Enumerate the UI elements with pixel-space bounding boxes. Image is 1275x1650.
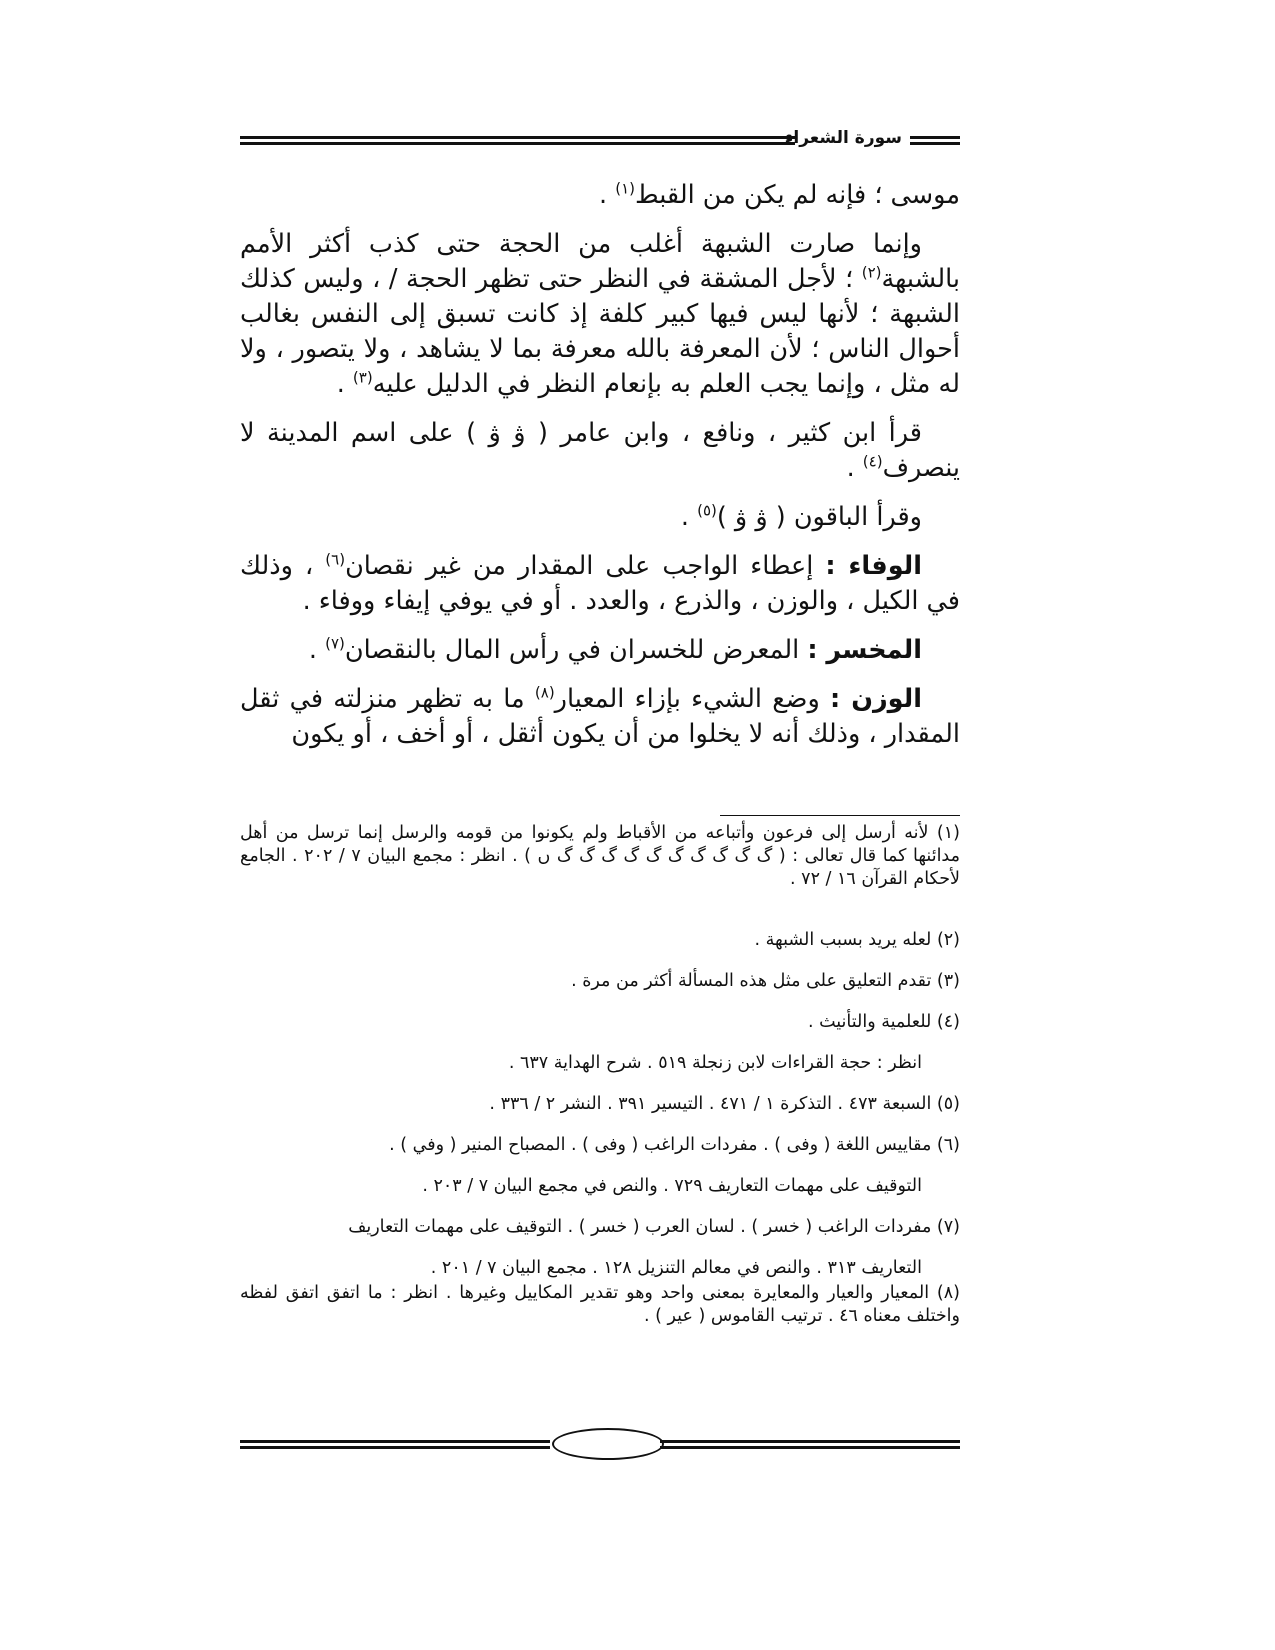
footnote-ref-4: (٤) bbox=[862, 452, 883, 471]
footnote-7: (٧) مفردات الراغب ( خسر ) . لسان العرب ( خسر ) . التوقيف على مهمات التعاريف bbox=[348, 1217, 960, 1237]
page-header bbox=[240, 128, 960, 168]
paragraph-text: وإنما صارت الشبهة أغلب من الحجة حتى كذب أكثر الأمم بالشبهة bbox=[240, 229, 960, 294]
footnote-ref-2: (٢) bbox=[861, 263, 882, 282]
page-number-oval bbox=[552, 1428, 664, 1460]
paragraph-text: المعرض للخسران في رأس المال بالنقصان bbox=[344, 635, 808, 665]
footnote-1: (١) لأنه أرسل إلى فرعون وأتباعه من الأقباط ولم يكونوا من قومه والرسل إنما ترسل من أهل مدائنها كما قال تعالى : ( گ گ گ گ گ گ گ گ گ گ ں ) . انظر : مجمع البيان ٧ / ٢٠٢ . الجامع لأحكام القرآن ١٦ / ٧٢ . bbox=[240, 823, 960, 889]
footnote-ref-8: (٨) bbox=[534, 683, 555, 702]
paragraph-text: موسى ؛ فإنه لم يكن من القبط bbox=[635, 180, 960, 210]
footnote-3: (٣) تقدم التعليق على مثل هذه المسألة أكثر من مرة . bbox=[571, 971, 960, 991]
paragraph-2 bbox=[240, 227, 960, 402]
paragraph-end: . bbox=[336, 369, 353, 399]
footnote-ref-3: (٣) bbox=[352, 368, 373, 387]
paragraph-text: ؛ لأجل المشقة في النظر حتى تظهر الحجة / ، وليس كذلك الشبهة ؛ لأنها ليس فيها كبير كلفة إذ كانت تسبق إلى النفس بغالب أحوال الناس ؛ لأن المعرفة بالله معرفة بما لا يشاهد ، ولا يتصور ، ولا له مثل ، وإنما يجب العلم به بإنعام النظر في الدليل عليه bbox=[240, 264, 960, 399]
paragraph-6 bbox=[240, 633, 960, 668]
paragraph-text: ، وذلك في الكيل ، والوزن ، والذرع ، والعدد . أو في يوفي إيفاء ووفاء . bbox=[240, 551, 960, 616]
paragraph-end: . bbox=[599, 180, 616, 210]
surah-title: سورة الشعراء bbox=[784, 128, 902, 148]
paragraph-end: . bbox=[680, 502, 698, 532]
header-rule-right bbox=[910, 136, 960, 145]
document-page bbox=[240, 0, 960, 1650]
paragraph-text: وقرأ الباقون ( ۋ ۋ ) bbox=[716, 502, 922, 532]
paragraph-text: وضع الشيء بإزاء المعيار bbox=[554, 684, 831, 714]
term-mukhsir: المخسر : bbox=[807, 635, 922, 665]
footnote-5: (٥) السبعة ٤٧٣ . التذكرة ١ / ٤٧١ . التيسير ٣٩١ . النشر ٢ / ٣٣٦ . bbox=[489, 1094, 960, 1114]
paragraph-text: ما به تظهر منزلته في ثقل المقدار ، وذلك أنه لا يخلوا من أن يكون أثقل ، أو أخف ، أو يكون bbox=[240, 684, 960, 749]
term-wazn: الوزن : bbox=[830, 684, 922, 714]
footnote-7-continued: التعاريف ٣١٣ . والنص في معالم التنزيل ١٢٨ . مجمع البيان ٧ / ٢٠١ . bbox=[430, 1258, 922, 1278]
footnote-6-continued: التوقيف على مهمات التعاريف ٧٢٩ . والنص في مجمع البيان ٧ / ٢٠٣ . bbox=[422, 1176, 922, 1196]
footnote-8: (٨) المعيار والعيار والمعايرة بمعنى واحد وهو تقدير المكاييل وغيرها . انظر : ما اتفق اتفق لفظه واختلف معناه ٤٦ . ترتيب القاموس ( عير ) . bbox=[240, 1283, 960, 1326]
footnote-4-continued: انظر : حجة القراءات لابن زنجلة ٥١٩ . شرح الهداية ٦٣٧ . bbox=[508, 1053, 922, 1073]
paragraph-3 bbox=[240, 416, 960, 486]
page-footer bbox=[240, 1422, 960, 1462]
paragraph-5 bbox=[240, 549, 960, 619]
footer-rule-left bbox=[240, 1440, 550, 1449]
footnote-ref-6: (٦) bbox=[325, 550, 346, 569]
paragraph-end: . bbox=[308, 635, 326, 665]
footnote-ref-1: (١) bbox=[615, 179, 636, 198]
footnotes bbox=[240, 822, 960, 1328]
paragraph-end: . bbox=[846, 453, 863, 483]
footnote-separator bbox=[720, 815, 960, 816]
footnote-ref-7: (٧) bbox=[325, 634, 345, 653]
footnote-2: (٢) لعله يريد بسبب الشبهة . bbox=[754, 930, 960, 950]
paragraph-4 bbox=[240, 500, 960, 535]
term-wafa: الوفاء : bbox=[825, 551, 923, 581]
paragraph-text: إعطاء الواجب على المقدار من غير نقصان bbox=[345, 551, 826, 581]
footnote-ref-5: (٥) bbox=[697, 501, 717, 520]
footnote-6: (٦) مقاييس اللغة ( وفى ) . مفردات الراغب ( وفى ) . المصباح المنير ( وفي ) . bbox=[389, 1135, 960, 1155]
footer-rule-right bbox=[660, 1440, 960, 1449]
main-text bbox=[240, 178, 960, 766]
paragraph-text: قرأ ابن كثير ، ونافع ، وابن عامر ( ۋ ۋ ) على اسم المدينة لا ينصرف bbox=[240, 418, 960, 483]
paragraph-1 bbox=[240, 178, 960, 213]
paragraph-7 bbox=[240, 682, 960, 752]
footnote-4: (٤) للعلمية والتأنيث . bbox=[807, 1012, 960, 1032]
header-rule-left bbox=[240, 136, 795, 145]
